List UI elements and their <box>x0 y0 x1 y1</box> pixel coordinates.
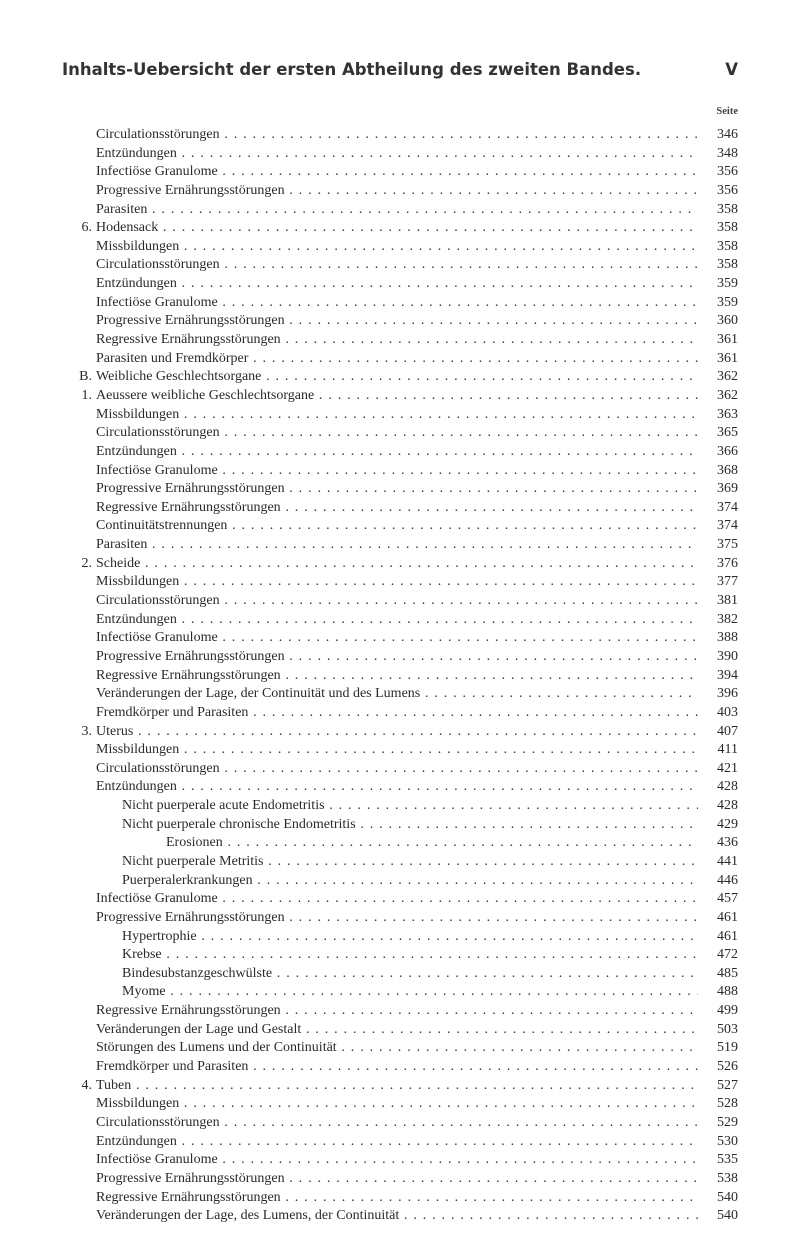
toc-entry <box>0 1021 800 1040</box>
toc-entry <box>0 256 800 275</box>
toc-entry-page: 374 <box>704 499 738 518</box>
toc-entry-title: Fremdkörper und Parasiten . . . <box>96 704 698 723</box>
toc-entry-title: Parasiten . . . <box>96 536 698 555</box>
toc-entry-title: Bindesubstanzgeschwülste . . . <box>122 965 698 984</box>
toc-entry <box>0 890 800 909</box>
toc-entry-page: 356 <box>704 163 738 182</box>
toc-entry-page: 429 <box>704 816 738 835</box>
toc-entry-title: Infectiöse Granulome . . . <box>96 462 698 481</box>
toc-entry <box>0 145 800 164</box>
toc-entry-page: 503 <box>704 1021 738 1040</box>
toc-entry-page: 457 <box>704 890 738 909</box>
toc-entry <box>0 294 800 313</box>
toc-entry-title: Hypertrophie . . . <box>122 928 698 947</box>
toc-entry-title: Regressive Ernährungsstörungen . . . <box>96 1189 698 1208</box>
toc-entry-title: Missbildungen . . . <box>96 1095 698 1114</box>
toc-entry <box>0 1151 800 1170</box>
toc-entry-page: 359 <box>704 275 738 294</box>
page-column-label: Seite <box>716 106 738 117</box>
toc-entry-page: 366 <box>704 443 738 462</box>
toc-entry-page: 358 <box>704 238 738 257</box>
toc-entry <box>0 182 800 201</box>
toc-entry <box>0 424 800 443</box>
toc-entry-number: 6. <box>81 220 92 236</box>
toc-entry-title: Myome . . . <box>122 983 698 1002</box>
toc-entry <box>0 387 800 406</box>
toc-entry-page: 428 <box>704 797 738 816</box>
toc-entry-title: Entzündungen . . . <box>96 1133 698 1152</box>
toc-entry-page: 461 <box>704 928 738 947</box>
toc-entry-title: Regressive Ernährungsstörungen . . . <box>96 331 698 350</box>
toc-entry-title: Infectiöse Granulome . . . <box>96 1151 698 1170</box>
toc-entry-page: 403 <box>704 704 738 723</box>
toc-entry-page: 499 <box>704 1002 738 1021</box>
toc-entry-title: Entzündungen . . . <box>96 275 698 294</box>
toc-entry <box>0 909 800 928</box>
toc-entry-title: Regressive Ernährungsstörungen . . . <box>96 667 698 686</box>
toc-entry-page: 421 <box>704 760 738 779</box>
toc-entry <box>0 741 800 760</box>
toc-entry-page: 359 <box>704 294 738 313</box>
toc-entry-page: 358 <box>704 256 738 275</box>
toc-entry-title: Progressive Ernährungsstörungen . . . <box>96 648 698 667</box>
toc-entry-page: 407 <box>704 723 738 742</box>
toc-entry-title: Tuben . . . <box>96 1077 698 1096</box>
toc-entry-page: 362 <box>704 368 738 387</box>
toc-entry-title: Entzündungen . . . <box>96 145 698 164</box>
toc-entry-page: 381 <box>704 592 738 611</box>
toc-entry-title: Regressive Ernährungsstörungen . . . <box>96 1002 698 1021</box>
toc-entry-number: 1. <box>81 387 92 403</box>
toc-entry-title: Veränderungen der Lage, der Continuität und des Lumens . . . <box>96 685 698 704</box>
toc-entry-title: Circulationsstörungen . . . <box>96 424 698 443</box>
toc-entry-page: 530 <box>704 1133 738 1152</box>
toc-entry <box>0 517 800 536</box>
toc-entry <box>0 219 800 238</box>
toc-entry-page: 526 <box>704 1058 738 1077</box>
toc-entry-title: Progressive Ernährungsstörungen . . . <box>96 182 698 201</box>
toc-entry-title: Circulationsstörungen . . . <box>96 1114 698 1133</box>
toc-entry <box>0 629 800 648</box>
toc-entry <box>0 853 800 872</box>
toc-entry-title: Circulationsstörungen . . . <box>96 760 698 779</box>
toc-entry-number: B. <box>79 369 92 385</box>
toc-entry-page: 362 <box>704 387 738 406</box>
toc-entry <box>0 648 800 667</box>
toc-entry-title: Infectiöse Granulome . . . <box>96 629 698 648</box>
toc-entry <box>0 555 800 574</box>
toc-entry <box>0 946 800 965</box>
toc-entry-title: Scheide . . . <box>96 555 698 574</box>
toc-entry-page: 363 <box>704 406 738 425</box>
toc-entry <box>0 536 800 555</box>
running-header <box>62 60 738 86</box>
toc-entry-title: Erosionen . . . <box>166 834 698 853</box>
toc-entry-title: Parasiten und Fremdkörper . . . <box>96 350 698 369</box>
toc-entry-page: 365 <box>704 424 738 443</box>
toc-entry <box>0 1189 800 1208</box>
toc-entry-page: 540 <box>704 1207 738 1226</box>
toc-entry-number: 3. <box>81 723 92 739</box>
toc-entry <box>0 1058 800 1077</box>
toc-entry-title: Krebse . . . <box>122 946 698 965</box>
toc-entry <box>0 1207 800 1226</box>
toc-entry-title: Progressive Ernährungsstörungen . . . <box>96 1170 698 1189</box>
toc-entry <box>0 983 800 1002</box>
toc-entry <box>0 797 800 816</box>
toc-entry-title: Entzündungen . . . <box>96 443 698 462</box>
toc-entry-page: 540 <box>704 1189 738 1208</box>
toc-entry-page: 376 <box>704 555 738 574</box>
toc-entry <box>0 667 800 686</box>
toc-entry-page: 436 <box>704 834 738 853</box>
toc-entry-page: 411 <box>704 741 738 760</box>
toc-entry-page: 375 <box>704 536 738 555</box>
toc-entry-title: Nicht puerperale acute Endometritis . . . <box>122 797 698 816</box>
toc-entry-page: 428 <box>704 778 738 797</box>
toc-entry-title: Progressive Ernährungsstörungen . . . <box>96 480 698 499</box>
toc-entry-page: 538 <box>704 1170 738 1189</box>
toc-entry-title: Parasiten . . . <box>96 201 698 220</box>
toc-entry-page: 358 <box>704 201 738 220</box>
toc-entry <box>0 238 800 257</box>
toc-entry-title: Nicht puerperale Metritis . . . <box>122 853 698 872</box>
toc-entry <box>0 816 800 835</box>
toc-entry-title: Veränderungen der Lage, des Lumens, der Continuität . . . <box>96 1207 698 1226</box>
toc-entry-page: 388 <box>704 629 738 648</box>
toc-entry <box>0 704 800 723</box>
toc-entry <box>0 163 800 182</box>
toc-entry <box>0 499 800 518</box>
toc-entry-page: 358 <box>704 219 738 238</box>
toc-entry <box>0 1114 800 1133</box>
toc-entry-page: 472 <box>704 946 738 965</box>
toc-entry <box>0 611 800 630</box>
table-of-contents <box>0 126 800 1226</box>
toc-entry-page: 529 <box>704 1114 738 1133</box>
toc-entry <box>0 443 800 462</box>
toc-entry-title: Missbildungen . . . <box>96 573 698 592</box>
toc-entry-page: 527 <box>704 1077 738 1096</box>
toc-entry <box>0 1002 800 1021</box>
toc-entry-page: 394 <box>704 667 738 686</box>
header-page-number: V <box>725 60 738 79</box>
toc-entry <box>0 350 800 369</box>
toc-entry-title: Entzündungen . . . <box>96 778 698 797</box>
toc-entry <box>0 573 800 592</box>
toc-entry <box>0 1170 800 1189</box>
toc-entry <box>0 834 800 853</box>
toc-entry-title: Missbildungen . . . <box>96 406 698 425</box>
toc-entry <box>0 685 800 704</box>
toc-entry <box>0 368 800 387</box>
toc-entry-title: Infectiöse Granulome . . . <box>96 163 698 182</box>
toc-entry-page: 535 <box>704 1151 738 1170</box>
toc-entry-title: Nicht puerperale chronische Endometritis . . . <box>122 816 698 835</box>
toc-entry <box>0 480 800 499</box>
toc-entry-title: Circulationsstörungen . . . <box>96 126 698 145</box>
toc-entry <box>0 126 800 145</box>
toc-entry-page: 519 <box>704 1039 738 1058</box>
toc-entry <box>0 723 800 742</box>
toc-entry <box>0 760 800 779</box>
toc-entry-title: Veränderungen der Lage und Gestalt . . . <box>96 1021 698 1040</box>
toc-entry <box>0 201 800 220</box>
toc-entry-page: 368 <box>704 462 738 481</box>
toc-entry-title: Circulationsstörungen . . . <box>96 592 698 611</box>
toc-entry <box>0 331 800 350</box>
toc-entry-title: Hodensack . . . <box>96 219 698 238</box>
toc-entry-title: Progressive Ernährungsstörungen . . . <box>96 909 698 928</box>
toc-entry-title: Puerperalerkrankungen . . . <box>122 872 698 891</box>
toc-entry-title: Uterus . . . <box>96 723 698 742</box>
header-title: Inhalts-Uebersicht der ersten Abtheilung des zweiten Bandes. <box>62 60 642 79</box>
toc-entry <box>0 872 800 891</box>
toc-entry-title: Störungen des Lumens und der Continuität . . . <box>96 1039 698 1058</box>
toc-entry <box>0 1133 800 1152</box>
toc-entry-page: 528 <box>704 1095 738 1114</box>
toc-entry-title: Aeussere weibliche Geschlechtsorgane . . . <box>96 387 698 406</box>
toc-entry <box>0 592 800 611</box>
toc-entry-title: Infectiöse Granulome . . . <box>96 890 698 909</box>
toc-entry-page: 382 <box>704 611 738 630</box>
toc-entry <box>0 965 800 984</box>
toc-entry <box>0 462 800 481</box>
toc-entry-page: 461 <box>704 909 738 928</box>
toc-entry-title: Weibliche Geschlechtsorgane . . . <box>96 368 698 387</box>
toc-entry-number: 4. <box>81 1077 92 1093</box>
toc-entry-page: 390 <box>704 648 738 667</box>
toc-entry-page: 356 <box>704 182 738 201</box>
toc-entry <box>0 275 800 294</box>
toc-entry-page: 346 <box>704 126 738 145</box>
toc-entry-page: 361 <box>704 331 738 350</box>
toc-entry-title: Fremdkörper und Parasiten . . . <box>96 1058 698 1077</box>
toc-entry-page: 369 <box>704 480 738 499</box>
toc-entry-page: 374 <box>704 517 738 536</box>
toc-entry-title: Regressive Ernährungsstörungen . . . <box>96 499 698 518</box>
toc-entry-page: 377 <box>704 573 738 592</box>
toc-entry-page: 396 <box>704 685 738 704</box>
toc-entry-page: 348 <box>704 145 738 164</box>
toc-entry-title: Missbildungen . . . <box>96 741 698 760</box>
toc-entry <box>0 778 800 797</box>
toc-entry-title: Progressive Ernährungsstörungen . . . <box>96 312 698 331</box>
toc-entry-page: 441 <box>704 853 738 872</box>
toc-entry-page: 360 <box>704 312 738 331</box>
toc-entry-title: Infectiöse Granulome . . . <box>96 294 698 313</box>
toc-entry <box>0 1039 800 1058</box>
toc-entry <box>0 1077 800 1096</box>
toc-entry-page: 361 <box>704 350 738 369</box>
toc-entry-title: Continuitätstrennungen . . . <box>96 517 698 536</box>
toc-entry-page: 446 <box>704 872 738 891</box>
toc-entry <box>0 406 800 425</box>
toc-entry <box>0 1095 800 1114</box>
toc-entry-title: Missbildungen . . . <box>96 238 698 257</box>
toc-entry-title: Entzündungen . . . <box>96 611 698 630</box>
toc-entry <box>0 928 800 947</box>
toc-entry-title: Circulationsstörungen . . . <box>96 256 698 275</box>
toc-entry-page: 488 <box>704 983 738 1002</box>
toc-entry-page: 485 <box>704 965 738 984</box>
toc-entry <box>0 312 800 331</box>
toc-entry-number: 2. <box>81 555 92 571</box>
